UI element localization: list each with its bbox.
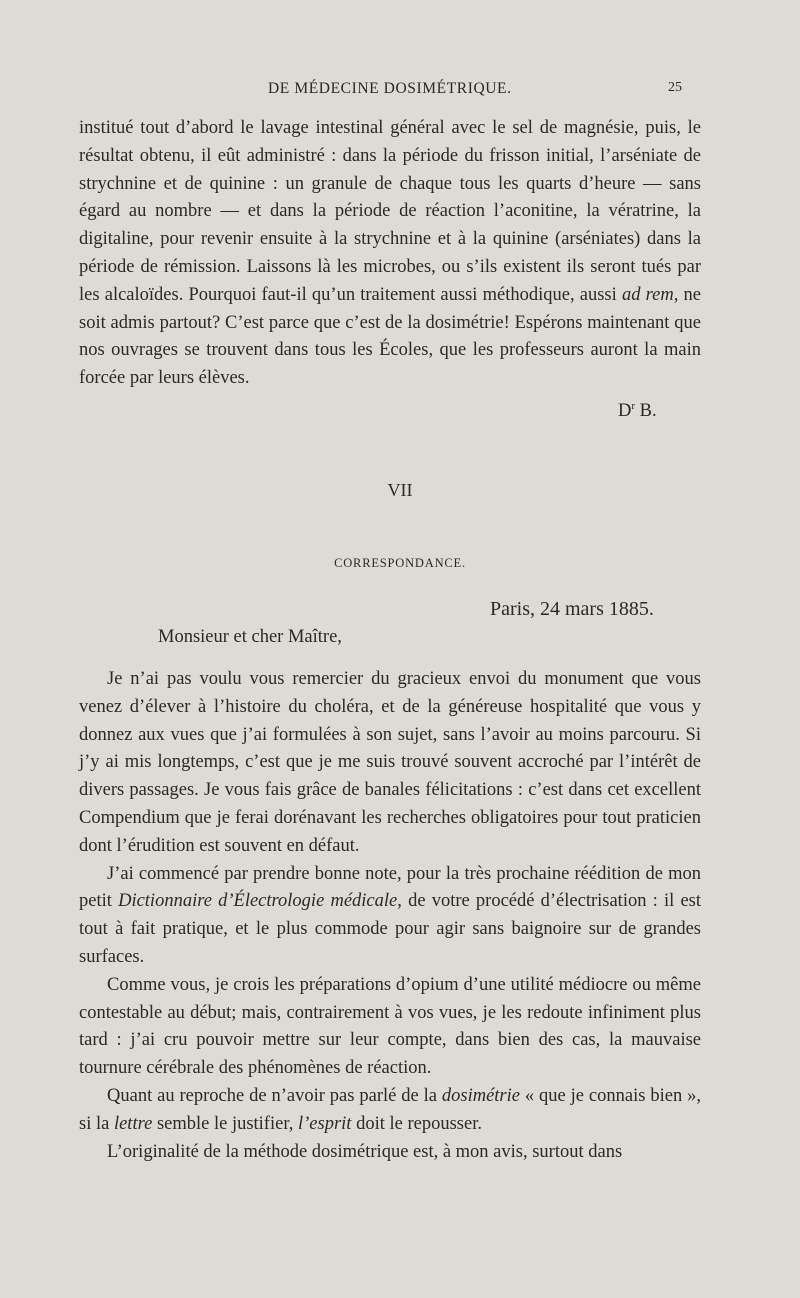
p4-italic-3: l’esprit bbox=[298, 1113, 352, 1134]
letter-body bbox=[79, 666, 701, 1166]
intro-text bbox=[79, 115, 701, 393]
running-title: DE MÉDECINE DOSIMÉTRIQUE. bbox=[268, 80, 512, 97]
letter-paragraph-1: Je n’ai pas voulu vous remercier du gracieux envoi du monument que vous venez d’élever à l’histoire du choléra, et de la généreuse hospitalité que vous y donnez aux vues que j’ai formulées à son sujet, sans l’avoir au moins parcouru. Si j’y ai mis longtemps, c’est que je me suis trouvé souvent accroché par l’intérêt de divers passages. Je vous fais grâce de banales félicitations : c’est dans cet excellent Compendium que je ferai dorénavant les recherches obligatoires pour tout praticien dont l’érudition est souvent en défaut. bbox=[79, 669, 701, 856]
section-title: CORRESPONDANCE. bbox=[334, 556, 466, 570]
p4-text-d: doit le repousser. bbox=[351, 1113, 482, 1134]
p4-italic-2: lettre bbox=[113, 1113, 153, 1134]
letter-paragraph-4 bbox=[79, 1083, 701, 1139]
section-number: VII bbox=[387, 480, 413, 500]
signature bbox=[618, 400, 657, 422]
signature-prefix: D bbox=[618, 401, 632, 422]
letter-paragraph-3: Comme vous, je crois les préparations d’opium d’une utilité médiocre ou même contestable au début; mais, contrairement à vos vues, je les redoute infiniment plus tard : j’ai cru pouvoir mettre sur leur compte, dans bien des cas, la mauvaise tournure cérébrale des phénomènes de réaction. bbox=[79, 974, 701, 1079]
p4-italic-1: dosimétrie bbox=[441, 1085, 520, 1106]
p2-italic: Dictionnaire d’Électrologie médicale bbox=[118, 891, 398, 912]
intro-text-end: ne soit admis partout? C’est parce que c’est de la dosimétrie! Espérons maintenant que nos ouvrages se trouvent dans tous les Écoles, que les professeurs auront la main forcée par leurs élèves. bbox=[79, 284, 702, 389]
p2-text-a: J’ai commencé par prendre bonne note, pour la très prochaine réédition de mon petit bbox=[79, 863, 701, 912]
intro-text-start: institué tout d’abord le lavage intestinal général avec le sel de magnésie, puis, le résultat obtenu, il eût administré : dans la période du frisson initial, l’arséniate de strychnine et de quinine : un granule de chaque tous les quarts d’heure — sans égard au nombre — et dans la période de réaction l’aconitine, la vératrine, la digitaline, pour revenir ensuite à la strychnine et à la quinine (arséniates) dans la période de rémission. Laissons là les microbes, ou s’ils existent ils seront tués par les alcaloïdes. Pourquoi faut-il qu’un traitement aussi méthodique, aussi bbox=[79, 118, 701, 305]
p4-text-b: « que je connais bien », si la bbox=[79, 1085, 701, 1134]
signature-name: B. bbox=[635, 401, 657, 422]
intro-italic: ad rem, bbox=[621, 284, 679, 305]
letter-paragraph-2 bbox=[79, 861, 701, 972]
page-number: 25 bbox=[668, 80, 682, 95]
intro-paragraph bbox=[79, 115, 701, 393]
letter-paragraph-5: L’originalité de la méthode dosimétrique est, à mon avis, surtout dans bbox=[107, 1141, 623, 1162]
page-header bbox=[0, 80, 800, 104]
p2-text-b: , de votre procédé d’électrisation : il est tout à fait pratique, et le plus commode pour agir sans baignoire sur de grandes surfaces. bbox=[79, 891, 701, 967]
letter-place-date: Paris, 24 mars 1885. bbox=[490, 598, 654, 620]
p4-text-a: Quant au reproche de n’avoir pas parlé de la bbox=[107, 1085, 442, 1106]
p4-text-c: semble le justifier, bbox=[152, 1113, 298, 1134]
letter-salutation: Monsieur et cher Maître, bbox=[158, 627, 342, 647]
signature-sup: r bbox=[631, 400, 636, 412]
